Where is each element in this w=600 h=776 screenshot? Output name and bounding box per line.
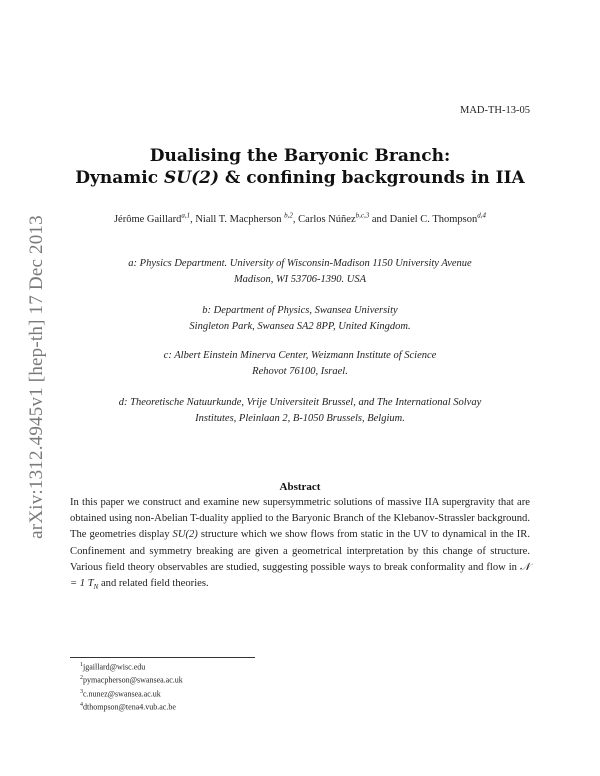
- report-number: MAD-TH-13-05: [460, 105, 530, 116]
- affiliation-b: b: Department of Physics, Swansea University Singleton Park, Swansea SA2 8PP, United Kingdom.: [189, 305, 411, 332]
- author-1: Jérôme Gaillard$^{a,1}$,: [113, 211, 196, 225]
- author-4: [389, 211, 487, 225]
- footnote-3: $^3$c.nunez@swansea.ac.uk: [80, 688, 161, 699]
- footnote-email: jgaillard@wisc.edu: [83, 662, 146, 672]
- abstract-heading: Abstract: [279, 481, 321, 493]
- affiliation-a: a: Physics Department. University of Wisconsin-Madison 1150 University Avenue Madison, WI 53706-1390. USA: [128, 258, 472, 285]
- footnote-1: $^1$jgaillard@wisc.edu: [80, 662, 146, 672]
- affiliation-d: d: Theoretische Natuurkunde, Vrije Universiteit Brussel, and The International Solvay Institutes, Pleinlaan 2, B-1050 Brussels, Belgium.: [118, 397, 482, 424]
- arxiv-side-stamp: [22, 197, 52, 557]
- author-3: Carlos Núñez$^{b,c,3}$ and: [298, 211, 390, 225]
- footnote-email: dthompson@tena4.vub.ac.be: [83, 702, 176, 712]
- footnote-2: $^2$pymacpherson@swansea.ac.uk: [80, 675, 183, 685]
- title-line-2: [70, 167, 530, 189]
- paper-title: [70, 145, 530, 189]
- author-name: Daniel C. Thompson: [389, 213, 478, 225]
- author-affil-mark: b,2: [284, 211, 293, 219]
- footnotes: [80, 660, 183, 713]
- abstract-math-n1-tn: 𝒩 = 1 $T_N$: [70, 561, 530, 592]
- footnote-4: $^4$dthompson@tena4.vub.ac.be: [80, 701, 176, 712]
- arxiv-identifier: arXiv:1312.4945v1 [hep-th] 17 Dec 2013: [26, 215, 48, 539]
- footnote-email: pymacpherson@swansea.ac.uk: [83, 675, 183, 685]
- author-affil-mark: a,1: [181, 211, 191, 219]
- author-affil-mark: b,c,3: [355, 211, 370, 219]
- title-math-su2: SU(2): [163, 168, 220, 188]
- author-name: Jérôme Gaillard: [113, 213, 182, 225]
- author-name: Carlos Núñez: [298, 213, 356, 225]
- footnote-rule: [70, 657, 255, 658]
- title-line-1: Dualising the Baryonic Branch:: [149, 146, 451, 166]
- abstract-math-su2: SU(2): [172, 529, 198, 541]
- title-line-2-suffix: & confining backgrounds in IIA: [219, 168, 525, 188]
- abstract-body: In this paper we construct and examine new supersymmetric solutions of massive IIA supergravity that are obtained using non-Abelian T-duality applied to the Baryonic Branch of the Klebanov-Strassler background. The geometries display SU(2) structure which we show flows from static in the UV to dynamical in the IR. Confinement and symmetry breaking are given a geometrical interpretation by this change of structure. Various field theory observables are studied, suggesting possible ways to break conformality and flow in 𝒩 = 1 $T_N$ and related field theories.: [70, 497, 530, 592]
- title-line-2-prefix: Dynamic: [75, 168, 164, 188]
- author-name: Niall T. Macpherson: [195, 213, 282, 225]
- author-list: [70, 211, 530, 225]
- footnote-email: c.nunez@swansea.ac.uk: [83, 689, 161, 699]
- author-2: Niall T. Macpherson $^{b,2}$,: [195, 211, 299, 225]
- author-affil-mark: d,4: [477, 211, 487, 219]
- affiliation-c: c: Albert Einstein Minerva Center, Weizmann Institute of Science Rehovot 76100, Israel.: [163, 350, 437, 377]
